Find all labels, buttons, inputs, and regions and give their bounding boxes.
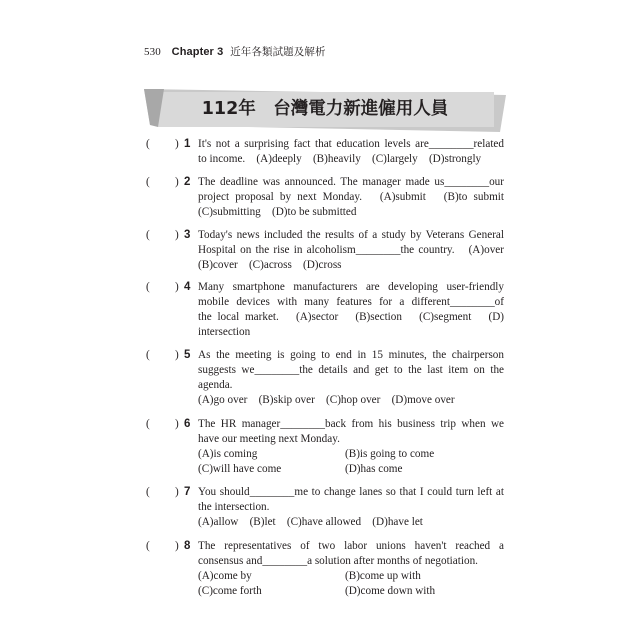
question-number: 7: [184, 486, 191, 498]
options-row: [198, 462, 504, 477]
question-text: The representatives of two labor unions haven't reached a consensus and________a solution after months of negotiation. (A)come by (B)come up with (C)come forth (D)come down with: [198, 540, 504, 597]
option: (C)come forth: [198, 585, 262, 597]
option: (D)has come: [345, 463, 403, 475]
question-text: The HR manager________back from his business trip when we have our meeting next Monday. (A)is coming (B)is going to come (C)will have come (D)has come: [198, 418, 504, 475]
option: (B)come up with: [345, 570, 421, 582]
option: (A)come by: [198, 570, 252, 582]
question-text: You should________me to change lanes so that I could turn left at the intersection. (A)allow (B)let (C)have allowed (D)have let: [198, 486, 504, 528]
option: (C)will have come: [198, 463, 282, 475]
question-number: 4: [184, 281, 191, 293]
chapter-label: Chapter 3: [171, 46, 224, 58]
question-text: Today's news included the results of a study by Veterans General Hospital on the rise in alcoholism________the country. (A)over (B)cover (C)across (D)cross: [198, 229, 504, 271]
page-number: 530: [144, 46, 161, 58]
question-number: 8: [184, 540, 191, 552]
question-number: 6: [184, 418, 191, 430]
question-text: It's not a surprising fact that education levels are________related to income. (A)deeply (B)heavily (C)largely (D)strongly: [198, 138, 504, 165]
page-header: [144, 44, 326, 59]
option: (A)is coming: [198, 448, 258, 460]
options-row: [198, 569, 504, 584]
question-number: 3: [184, 229, 191, 241]
banner-title: 112年 台灣電力新進僱用人員: [201, 99, 449, 119]
question-text: Many smartphone manufacturers are developing user-friendly mobile devices with many features for a different________of the local market. (A)sector (B)section (C)segment (D) intersection: [198, 281, 504, 338]
question-number: 1: [184, 138, 191, 150]
question-number: 2: [184, 176, 191, 188]
option: (D)come down with: [345, 585, 436, 597]
section-banner: [144, 87, 506, 132]
chapter-title: 近年各類試題及解析: [230, 46, 326, 58]
question-text: The deadline was announced. The manager made us________our project proposal by next Monday. (A)submit (B)to submit (C)submitting (D)to be submitted: [198, 176, 504, 218]
question-text: As the meeting is going to end in 15 minutes, the chairperson suggests we________the details and get to the last item on the agenda. (A)go over (B)skip over (C)hop over (D)move over: [198, 349, 504, 406]
options-row: [198, 447, 504, 462]
question-number: 5: [184, 349, 191, 361]
option: (B)is going to come: [345, 448, 435, 460]
options-row: [198, 584, 504, 599]
